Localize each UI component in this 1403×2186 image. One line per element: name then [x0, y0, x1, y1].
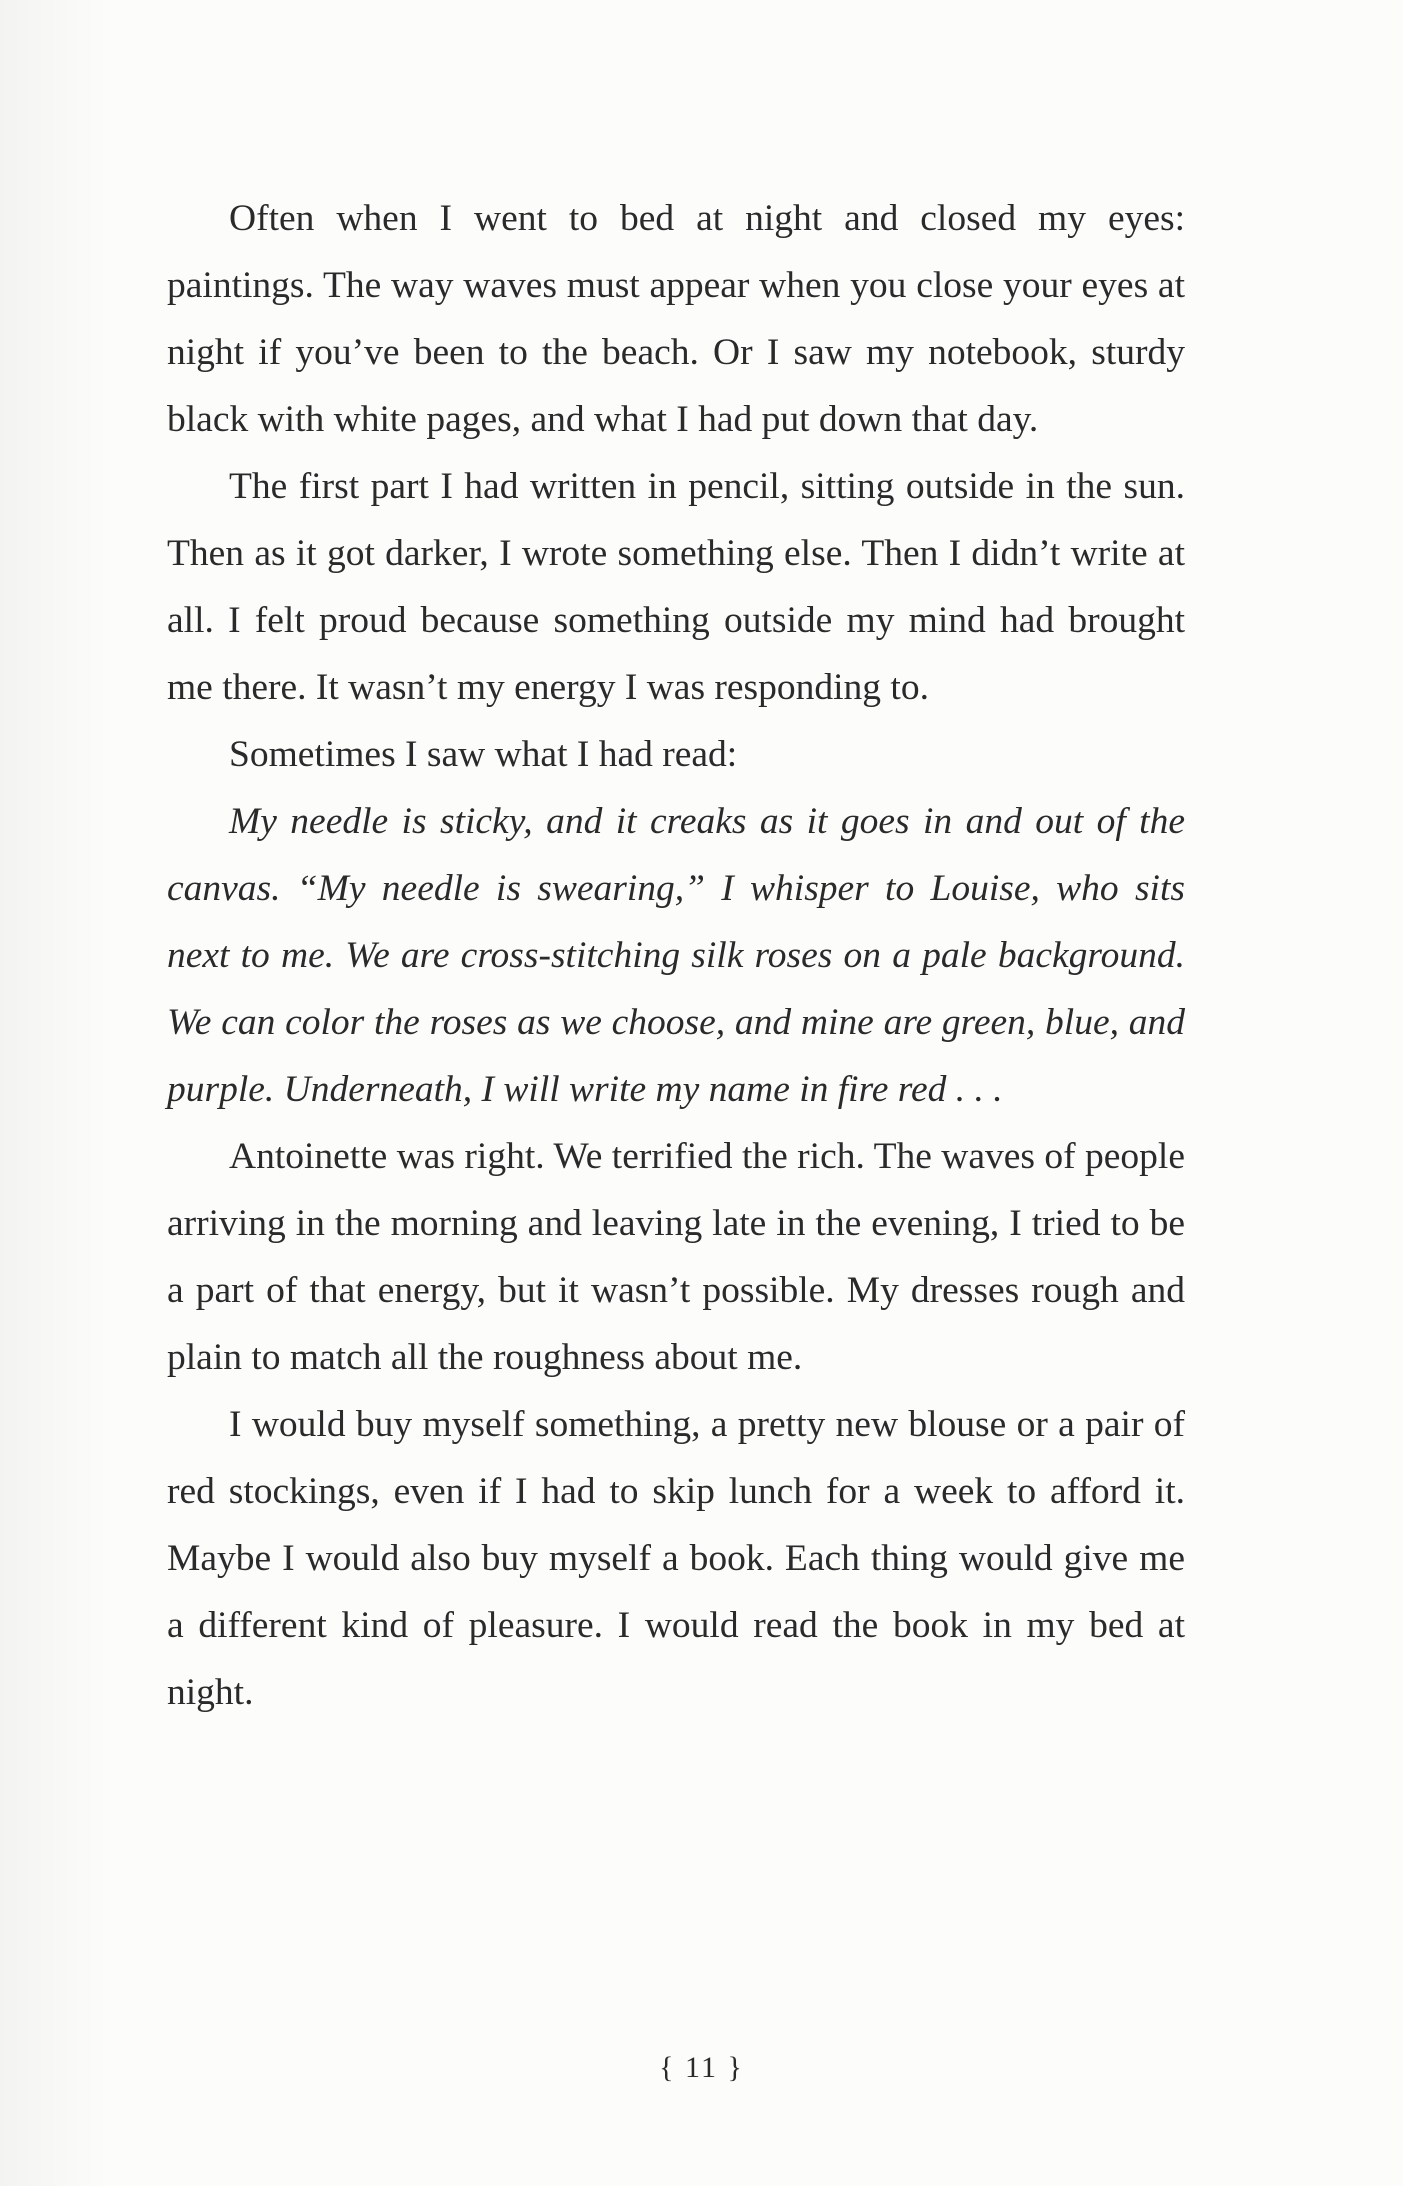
paragraph-3: Sometimes I saw what I had read: [229, 734, 738, 775]
body-text [167, 185, 1185, 1726]
paragraph-1: Often when I went to bed at night and closed my eyes: paintings. The way waves must appear when you close your eyes at night if you’ve been to the beach. Or I saw my notebook, sturdy black with white pages, and what I had put down that day. [167, 198, 1185, 440]
paragraph-6: I would buy myself something, a pretty new blouse or a pair of red stockings, even if I had to skip lunch for a week to afford it. Maybe I would also buy myself a book. Each thing would give me a different kind of pleasure. I would read the book in my bed at night. [167, 1404, 1185, 1713]
paragraph-5: Antoinette was right. We terrified the rich. The waves of people arriving in the morning and leaving late in the evening, I tried to be a part of that energy, but it wasn’t possible. My dresses rough and plain to match all the roughness about me. [167, 1136, 1185, 1378]
quoted-passage: My needle is sticky, and it creaks as it goes in and out of the canvas. “My needle is swearing,” I whisper to Louise, who sits next to me. We are cross-stitching silk roses on a pale background. We can color the roses as we choose, and mine are green, blue, and purple. Underneath, I will write my name in fire red . . . [167, 801, 1185, 1110]
gutter-shadow [0, 0, 110, 2186]
page-number: { 11 } [659, 2051, 744, 2084]
paragraph-2: The first part I had written in pencil, sitting outside in the sun. Then as it got darker, I wrote something else. Then I didn’t write at all. I felt proud because something outside my mind had brought me there. It wasn’t my energy I was responding to. [167, 466, 1185, 708]
